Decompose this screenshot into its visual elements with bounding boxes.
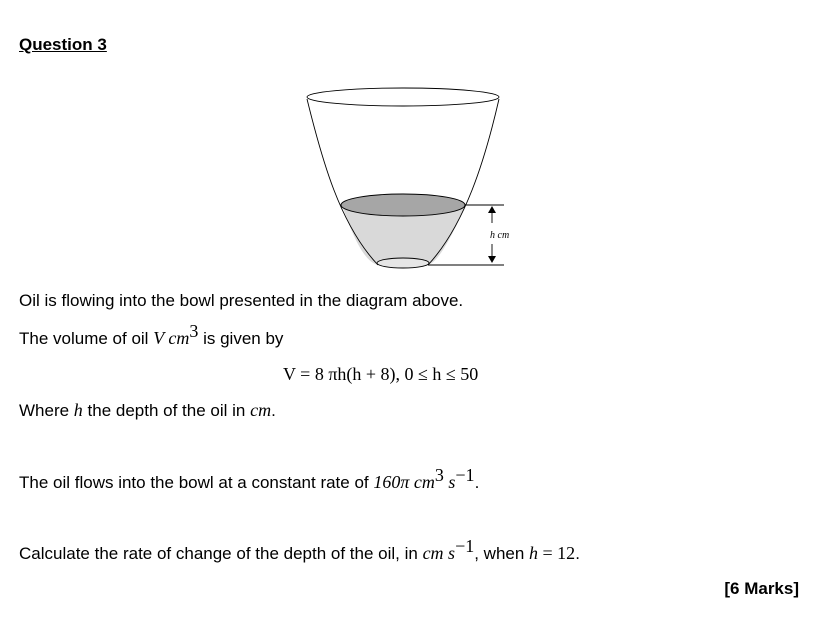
marks-label: [6 Marks] (724, 579, 799, 598)
volume-line: The volume of oil V $cm^3$ is given by (19, 321, 284, 348)
question-title: Question 3 (19, 35, 107, 54)
question-prompt-line: Calculate the rate of change of the depth of the oil, in cm $s^{-1}$, when h = 12. (19, 536, 580, 563)
bowl-rim (307, 88, 499, 106)
flow-rate-line: The oil flows into the bowl at a constant rate of 160π $cm^3$ $s^{-1}$. (19, 465, 480, 492)
depth-arrowhead-up (488, 206, 496, 213)
bowl-base (377, 258, 429, 268)
depth-definition-line: Where h the depth of the oil in cm. (19, 400, 276, 420)
depth-arrowhead-down (488, 256, 496, 263)
depth-label: h cm (490, 230, 510, 241)
oil-surface (341, 194, 465, 216)
bowl-diagram (300, 80, 540, 280)
volume-equation: V = 8 πh(h + 8), 0 ≤ h ≤ 50 (283, 364, 479, 384)
intro-line: Oil is flowing into the bowl presented in the diagram above. (19, 291, 464, 310)
